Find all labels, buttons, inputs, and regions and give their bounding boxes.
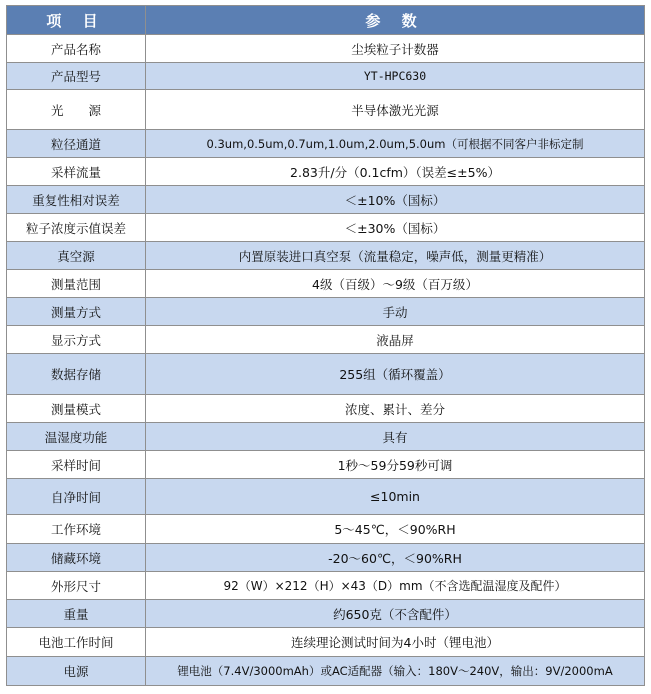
row-label: 显示方式 [7,326,146,354]
row-label: 外形尺寸 [7,572,146,600]
table-row [7,544,645,572]
row-value: 255组（循环覆盖） [146,354,645,395]
row-label: 电源 [7,657,146,686]
header-value: 参 数 [146,6,645,35]
row-value: 5～45℃，＜90%RH [146,515,645,544]
table-header-row [7,6,645,35]
row-value: 1秒～59分59秒可调 [146,451,645,479]
table-row [7,242,645,270]
table-row [7,130,645,158]
table-row [7,600,645,628]
row-label: 数据存储 [7,354,146,395]
row-label: 采样时间 [7,451,146,479]
row-label: 产品名称 [7,35,146,63]
header-item: 项 目 [7,6,146,35]
row-value: 锂电池（7.4V/3000mAh）或AC适配器（输入：180V～240V，输出：9V/2000mA [146,657,645,686]
row-label: 粒径通道 [7,130,146,158]
row-value: 手动 [146,298,645,326]
row-label: 产品型号 [7,63,146,90]
row-value: 具有 [146,423,645,451]
row-value: 2.83升/分（0.1cfm）（误差≤±5%） [146,158,645,186]
spec-table [6,5,645,686]
row-value: 0.3um,0.5um,0.7um,1.0um,2.0um,5.0um（可根据不同客户非标定制 [146,130,645,158]
row-value: 4级（百级）～9级（百万级） [146,270,645,298]
row-label: 重复性相对误差 [7,186,146,214]
table-row [7,479,645,515]
row-value: ≤10min [146,479,645,515]
table-row [7,515,645,544]
row-value: -20～60℃，＜90%RH [146,544,645,572]
table-row [7,158,645,186]
row-label: 测量范围 [7,270,146,298]
row-value: 内置原装进口真空泵（流量稳定，噪声低，测量更精准） [146,242,645,270]
row-label: 温湿度功能 [7,423,146,451]
table-row [7,423,645,451]
table-row [7,326,645,354]
table-row [7,395,645,423]
row-label: 粒子浓度示值误差 [7,214,146,242]
row-value: 尘埃粒子计数器 [146,35,645,63]
row-value: 连续理论测试时间为4小时（锂电池） [146,628,645,657]
table-row [7,90,645,130]
table-row [7,186,645,214]
row-value: 浓度、累计、差分 [146,395,645,423]
table-row [7,628,645,657]
row-label: 采样流量 [7,158,146,186]
row-label: 自净时间 [7,479,146,515]
row-label: 电池工作时间 [7,628,146,657]
row-label: 真空源 [7,242,146,270]
row-label: 测量方式 [7,298,146,326]
row-value: 约650克（不含配件） [146,600,645,628]
row-value: ＜±10%（国标） [146,186,645,214]
row-label: 储藏环境 [7,544,146,572]
row-value: 92（W）×212（H）×43（D）mm（不含选配温湿度及配件） [146,572,645,600]
table-row [7,451,645,479]
row-label: 测量模式 [7,395,146,423]
row-value: 半导体激光光源 [146,90,645,130]
table-row [7,214,645,242]
row-label: 工作环境 [7,515,146,544]
table-row [7,657,645,686]
row-label: 光 源 [7,90,146,130]
row-value: 液晶屏 [146,326,645,354]
table-row [7,270,645,298]
table-row [7,354,645,395]
table-row [7,63,645,90]
table-row [7,35,645,63]
table-row [7,298,645,326]
row-value: YT-HPC630 [146,63,645,90]
row-value: ＜±30%（国标） [146,214,645,242]
table-row [7,572,645,600]
row-label: 重量 [7,600,146,628]
